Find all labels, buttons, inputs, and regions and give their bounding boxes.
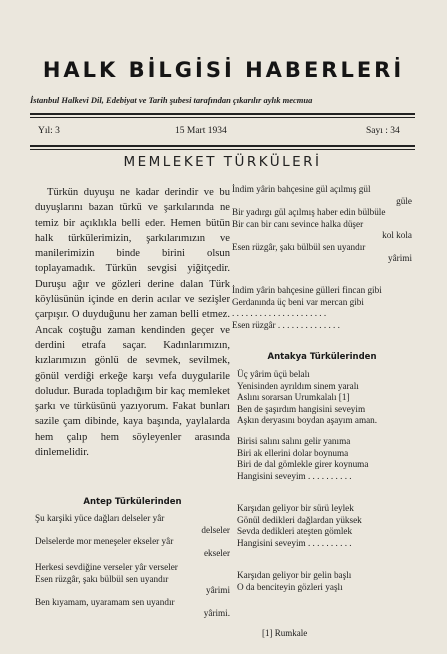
antakya-stanza-1	[237, 369, 413, 427]
antep-heading: Antep Türkülerinden	[83, 497, 182, 507]
masthead: HALK BİLGİSİ HABERLERİ	[42, 58, 405, 82]
verse-line: delseler	[201, 524, 230, 535]
verse-line: Karşıdan geliyor bir gelin başlı	[237, 570, 352, 580]
verse-line: Şu karşiki yüce dağları delseler yâr	[35, 513, 165, 523]
verse-line: Herkesi sevdiğine verseler yâr verseler	[35, 562, 178, 572]
verse-line: Esen rüzgâr . . . . . . . . . . . . . .	[232, 319, 340, 330]
verse-line: Üç yârim üçü belalı	[237, 369, 310, 379]
masthead-subtitle: İstanbul Halkevi Dil, Edebiyat ve Tarih şubesi tarafından çıkarılır aylık mecmua	[30, 95, 313, 105]
verse-line: İndim yârin bahçesine gülleri fincan gibi	[232, 285, 382, 295]
verse-line: Biri de dal gömlekle girer koynuma	[237, 459, 369, 469]
issue-rule-thin	[30, 149, 415, 150]
verse-line: Esen rüzgâr, şakı bülbül sen uyandır	[232, 241, 366, 252]
verse-line: Aslını sorarsan Urumkalalı [1]	[237, 392, 350, 402]
article-title: MEMLEKET TÜRKÜLERİ	[123, 154, 322, 170]
verse-line: Gönül dedikleri dağlardan yüksek	[237, 514, 362, 525]
verse-line: yârimi.	[203, 608, 230, 618]
intro-paragraph	[35, 185, 230, 460]
verse-line: ekseler	[203, 547, 230, 558]
header-rule	[30, 113, 415, 115]
verse-line: Birisi salını salını gelir yanıma	[237, 436, 351, 446]
verse-line: Biri ak ellerini dolar boynuma	[237, 447, 349, 458]
issue-rule	[30, 145, 415, 147]
verse-line: Bir yadırgı gül açılmış haber edin bülbüle	[232, 207, 386, 217]
verse-line: yârimi	[388, 253, 412, 263]
issue-date: 15 Mart 1934	[175, 126, 227, 136]
antakya-stanza-4	[237, 570, 413, 593]
verse-line: Delselerde mor meneşeler ekseler yâr	[35, 536, 174, 546]
verse-line: Esen rüzgâr, şakı bülbül sen uyandır	[35, 573, 169, 584]
header-rule-thin	[30, 117, 415, 118]
verse-line: Gerdanında üç beni var mercan gibi	[232, 296, 364, 307]
antakya-stanza-2	[237, 436, 413, 482]
right-top-verse	[232, 184, 412, 265]
verse-line: Ben de şaşırdım hangisini seveyim	[237, 403, 366, 414]
issue-number: Sayı : 34	[366, 126, 400, 136]
antakya-stanza-3	[237, 503, 413, 549]
issue-volume: Yıl: 3	[38, 126, 60, 136]
right-mid-verse	[232, 285, 412, 331]
verse-line: O da benciteyin gözleri yaşlı	[237, 581, 343, 592]
verse-line: Ben kıyamam, uyaramam sen uyandır	[35, 596, 175, 607]
verse-line: . . . . . . . . . . . . . . . . . . . . .	[232, 308, 327, 318]
verse-line: Yenisinden ayrıldım sinem yaralı	[237, 380, 359, 391]
verse-line: Hangisini seveyim . . . . . . . . . .	[237, 470, 352, 481]
intro-text: Türkün duyuşu ne kadar derindir ve bu duyuşlarını bazan türkü ve şarkılarında ne temiz bir açıklıkla belli eder. Hemen bütün halk türkülerimizin, şarkılarımızın ve manilerimizin binde birini olsun toplayamadık. Türkün sevgisi yiğitçedir. Duruşu ağır ve gözleri derine dalan Türk köylüsünün içinde en derin acılar ve sezişler çarpışır. O duyduğunu her zaman belli etmez. Ancak coştuğu zaman kendinden geçer ve derdini etrafa saçar. Kadınlarımızın, kızlarımızın gönlü de sevmek, sevilmek, gönül verdiği erkeğe karşı vefa duygularile doludur. Burada topladığım bir kaç memleket şarkı ve türküsünü yazıyorum. Fakat bunları sazile çam dibinde, kaya başında, yaylalarda hem çalıp hem söyleyenler arasında dinlemelidir.	[35, 187, 230, 459]
verse-line: Karşıdan geliyor bir sürü leylek	[237, 503, 354, 513]
footnote: [1] Rumkale	[262, 628, 308, 638]
verse-line: Bir can bir canı sevince halka düşer	[232, 218, 364, 229]
verse-line: Sevda dedikleri ateşten gömlek	[237, 526, 353, 536]
verse-line: yârimi	[206, 585, 230, 595]
verse-line: Aşkın deryasını boydan aşayım aman.	[237, 415, 378, 425]
verse-line: kol kola	[382, 230, 412, 240]
antakya-heading: Antakya Türkülerinden	[267, 352, 377, 362]
verse-line: Hangisini seveyim . . . . . . . . . .	[237, 537, 352, 548]
verse-line: güle	[396, 195, 412, 206]
antep-verse	[35, 513, 230, 620]
verse-line: İndim yârin bahçesine gül açılmış gül	[232, 184, 371, 194]
